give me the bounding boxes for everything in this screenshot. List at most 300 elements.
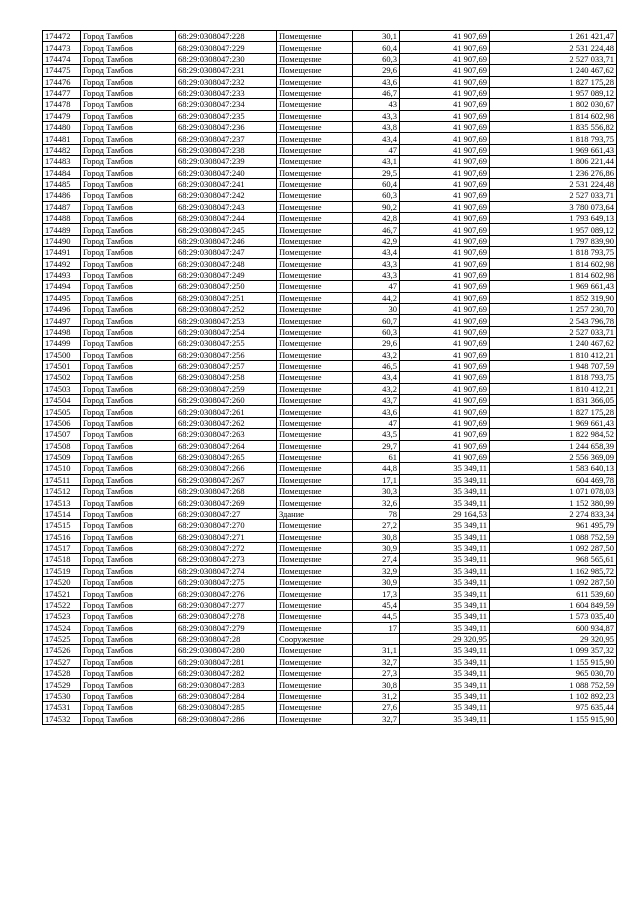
row-id-cell: 174526	[43, 645, 81, 656]
row-id-cell: 174511	[43, 474, 81, 485]
cadastral-value-cell: 1 969 661,43	[490, 417, 617, 428]
city-cell: Город Тамбов	[81, 224, 176, 235]
unit-price-cell: 35 349,11	[400, 588, 490, 599]
unit-price-cell: 35 349,11	[400, 531, 490, 542]
area-cell	[353, 633, 400, 644]
cadastral-number-cell: 68:29:0308047:273	[176, 554, 277, 565]
city-cell: Город Тамбов	[81, 554, 176, 565]
table-row	[43, 497, 617, 508]
row-id-cell: 174482	[43, 144, 81, 155]
city-cell: Город Тамбов	[81, 679, 176, 690]
cadastral-value-cell: 1 814 602,98	[490, 110, 617, 121]
city-cell: Город Тамбов	[81, 122, 176, 133]
object-type-cell: Помещение	[277, 122, 353, 133]
object-type-cell: Помещение	[277, 474, 353, 485]
area-cell: 30,1	[353, 31, 400, 42]
area-cell: 31,1	[353, 645, 400, 656]
city-cell: Город Тамбов	[81, 406, 176, 417]
row-id-cell: 174527	[43, 656, 81, 667]
table-row	[43, 201, 617, 212]
row-id-cell: 174508	[43, 440, 81, 451]
object-type-cell: Помещение	[277, 258, 353, 269]
cadastral-value-cell: 1 071 078,03	[490, 486, 617, 497]
cadastral-value-cell: 1 240 467,62	[490, 338, 617, 349]
row-id-cell: 174529	[43, 679, 81, 690]
object-type-cell: Помещение	[277, 269, 353, 280]
unit-price-cell: 41 907,69	[400, 144, 490, 155]
cadastral-number-cell: 68:29:0308047:252	[176, 304, 277, 315]
city-cell: Город Тамбов	[81, 292, 176, 303]
row-id-cell: 174499	[43, 338, 81, 349]
area-cell: 44,8	[353, 463, 400, 474]
unit-price-cell: 41 907,69	[400, 224, 490, 235]
area-cell: 43,4	[353, 247, 400, 258]
row-id-cell: 174514	[43, 508, 81, 519]
table-row	[43, 451, 617, 462]
object-type-cell: Помещение	[277, 565, 353, 576]
cadastral-number-cell: 68:29:0308047:250	[176, 281, 277, 292]
row-id-cell: 174496	[43, 304, 81, 315]
cadastral-value-cell: 1 099 357,32	[490, 645, 617, 656]
city-cell: Город Тамбов	[81, 235, 176, 246]
cadastral-number-cell: 68:29:0308047:265	[176, 451, 277, 462]
cadastral-number-cell: 68:29:0308047:228	[176, 31, 277, 42]
unit-price-cell: 41 907,69	[400, 326, 490, 337]
unit-price-cell: 41 907,69	[400, 76, 490, 87]
table-row	[43, 53, 617, 64]
table-row	[43, 292, 617, 303]
table-row	[43, 65, 617, 76]
cadastral-value-cell: 2 274 833,34	[490, 508, 617, 519]
cadastral-number-cell: 68:29:0308047:256	[176, 349, 277, 360]
table-row	[43, 42, 617, 53]
table-row	[43, 247, 617, 258]
area-cell: 42,9	[353, 235, 400, 246]
city-cell: Город Тамбов	[81, 508, 176, 519]
cadastral-value-cell: 1 818 793,75	[490, 372, 617, 383]
area-cell: 27,2	[353, 520, 400, 531]
city-cell: Город Тамбов	[81, 315, 176, 326]
object-type-cell: Помещение	[277, 190, 353, 201]
cadastral-value-cell: 2 543 796,78	[490, 315, 617, 326]
row-id-cell: 174488	[43, 213, 81, 224]
row-id-cell: 174519	[43, 565, 81, 576]
unit-price-cell: 29 320,95	[400, 633, 490, 644]
cadastral-number-cell: 68:29:0308047:248	[176, 258, 277, 269]
table-row	[43, 76, 617, 87]
object-type-cell: Помещение	[277, 702, 353, 713]
object-type-cell: Помещение	[277, 497, 353, 508]
object-type-cell: Помещение	[277, 235, 353, 246]
row-id-cell: 174491	[43, 247, 81, 258]
table-row	[43, 167, 617, 178]
cadastral-number-cell: 68:29:0308047:234	[176, 99, 277, 110]
area-cell: 47	[353, 281, 400, 292]
cadastral-value-cell: 1 957 089,12	[490, 224, 617, 235]
table-row	[43, 87, 617, 98]
cadastral-number-cell: 68:29:0308047:275	[176, 577, 277, 588]
cadastral-number-cell: 68:29:0308047:270	[176, 520, 277, 531]
row-id-cell: 174516	[43, 531, 81, 542]
unit-price-cell: 35 349,11	[400, 645, 490, 656]
cadastral-number-cell: 68:29:0308047:279	[176, 622, 277, 633]
object-type-cell: Помещение	[277, 247, 353, 258]
table-row	[43, 588, 617, 599]
unit-price-cell: 35 349,11	[400, 486, 490, 497]
unit-price-cell: 35 349,11	[400, 577, 490, 588]
cadastral-number-cell: 68:29:0308047:238	[176, 144, 277, 155]
row-id-cell: 174474	[43, 53, 81, 64]
cadastral-value-cell: 1 957 089,12	[490, 87, 617, 98]
row-id-cell: 174476	[43, 76, 81, 87]
property-table-body	[43, 31, 617, 725]
city-cell: Город Тамбов	[81, 713, 176, 724]
cadastral-value-cell: 1 088 752,59	[490, 531, 617, 542]
object-type-cell: Помещение	[277, 440, 353, 451]
object-type-cell: Помещение	[277, 99, 353, 110]
area-cell: 43,6	[353, 76, 400, 87]
unit-price-cell: 41 907,69	[400, 258, 490, 269]
table-row	[43, 360, 617, 371]
table-row	[43, 463, 617, 474]
area-cell: 30	[353, 304, 400, 315]
cadastral-number-cell: 68:29:0308047:28	[176, 633, 277, 644]
object-type-cell: Сооружение	[277, 633, 353, 644]
object-type-cell: Помещение	[277, 588, 353, 599]
unit-price-cell: 41 907,69	[400, 406, 490, 417]
row-id-cell: 174487	[43, 201, 81, 212]
area-cell: 78	[353, 508, 400, 519]
row-id-cell: 174531	[43, 702, 81, 713]
object-type-cell: Помещение	[277, 451, 353, 462]
city-cell: Город Тамбов	[81, 429, 176, 440]
cadastral-value-cell: 1 236 276,86	[490, 167, 617, 178]
cadastral-value-cell: 1 806 221,44	[490, 156, 617, 167]
cadastral-number-cell: 68:29:0308047:246	[176, 235, 277, 246]
city-cell: Город Тамбов	[81, 360, 176, 371]
object-type-cell: Помещение	[277, 599, 353, 610]
row-id-cell: 174525	[43, 633, 81, 644]
area-cell: 43,2	[353, 383, 400, 394]
row-id-cell: 174492	[43, 258, 81, 269]
cadastral-number-cell: 68:29:0308047:239	[176, 156, 277, 167]
cadastral-value-cell: 1 822 984,52	[490, 429, 617, 440]
table-row	[43, 224, 617, 235]
city-cell: Город Тамбов	[81, 258, 176, 269]
unit-price-cell: 41 907,69	[400, 451, 490, 462]
unit-price-cell: 41 907,69	[400, 167, 490, 178]
cadastral-value-cell: 2 531 224,48	[490, 178, 617, 189]
city-cell: Город Тамбов	[81, 349, 176, 360]
area-cell: 27,4	[353, 554, 400, 565]
area-cell: 43,6	[353, 406, 400, 417]
unit-price-cell: 35 349,11	[400, 656, 490, 667]
cadastral-value-cell: 1 802 030,67	[490, 99, 617, 110]
table-row	[43, 156, 617, 167]
object-type-cell: Помещение	[277, 656, 353, 667]
cadastral-number-cell: 68:29:0308047:276	[176, 588, 277, 599]
row-id-cell: 174475	[43, 65, 81, 76]
table-row	[43, 611, 617, 622]
table-row	[43, 326, 617, 337]
cadastral-number-cell: 68:29:0308047:286	[176, 713, 277, 724]
city-cell: Город Тамбов	[81, 133, 176, 144]
unit-price-cell: 35 349,11	[400, 713, 490, 724]
row-id-cell: 174513	[43, 497, 81, 508]
object-type-cell: Помещение	[277, 531, 353, 542]
row-id-cell: 174486	[43, 190, 81, 201]
object-type-cell: Помещение	[277, 292, 353, 303]
cadastral-value-cell: 2 531 224,48	[490, 42, 617, 53]
city-cell: Город Тамбов	[81, 99, 176, 110]
area-cell: 17,3	[353, 588, 400, 599]
table-row	[43, 679, 617, 690]
cadastral-number-cell: 68:29:0308047:277	[176, 599, 277, 610]
city-cell: Город Тамбов	[81, 531, 176, 542]
row-id-cell: 174528	[43, 668, 81, 679]
city-cell: Город Тамбов	[81, 633, 176, 644]
area-cell: 43,3	[353, 258, 400, 269]
cadastral-number-cell: 68:29:0308047:240	[176, 167, 277, 178]
unit-price-cell: 41 907,69	[400, 133, 490, 144]
cadastral-value-cell: 1 155 915,90	[490, 656, 617, 667]
cadastral-number-cell: 68:29:0308047:282	[176, 668, 277, 679]
city-cell: Город Тамбов	[81, 53, 176, 64]
city-cell: Город Тамбов	[81, 440, 176, 451]
table-row	[43, 508, 617, 519]
table-row	[43, 599, 617, 610]
cadastral-number-cell: 68:29:0308047:264	[176, 440, 277, 451]
city-cell: Город Тамбов	[81, 622, 176, 633]
unit-price-cell: 35 349,11	[400, 679, 490, 690]
city-cell: Город Тамбов	[81, 599, 176, 610]
object-type-cell: Помещение	[277, 406, 353, 417]
cadastral-value-cell: 1 583 640,13	[490, 463, 617, 474]
table-row	[43, 31, 617, 42]
object-type-cell: Помещение	[277, 690, 353, 701]
table-row	[43, 417, 617, 428]
object-type-cell: Помещение	[277, 65, 353, 76]
object-type-cell: Помещение	[277, 178, 353, 189]
row-id-cell: 174507	[43, 429, 81, 440]
area-cell: 30,8	[353, 679, 400, 690]
cadastral-number-cell: 68:29:0308047:237	[176, 133, 277, 144]
object-type-cell: Помещение	[277, 110, 353, 121]
cadastral-number-cell: 68:29:0308047:229	[176, 42, 277, 53]
table-row	[43, 474, 617, 485]
table-row	[43, 383, 617, 394]
area-cell: 29,5	[353, 167, 400, 178]
area-cell: 44,5	[353, 611, 400, 622]
area-cell: 27,3	[353, 668, 400, 679]
object-type-cell: Помещение	[277, 87, 353, 98]
table-row	[43, 338, 617, 349]
unit-price-cell: 41 907,69	[400, 315, 490, 326]
unit-price-cell: 41 907,69	[400, 292, 490, 303]
city-cell: Город Тамбов	[81, 156, 176, 167]
cadastral-value-cell: 2 527 033,71	[490, 326, 617, 337]
area-cell: 46,7	[353, 87, 400, 98]
area-cell: 30,9	[353, 577, 400, 588]
cadastral-value-cell: 1 948 707,59	[490, 360, 617, 371]
area-cell: 32,9	[353, 565, 400, 576]
cadastral-value-cell: 1 261 421,47	[490, 31, 617, 42]
unit-price-cell: 35 349,11	[400, 554, 490, 565]
unit-price-cell: 35 349,11	[400, 702, 490, 713]
object-type-cell: Помещение	[277, 417, 353, 428]
row-id-cell: 174497	[43, 315, 81, 326]
cadastral-value-cell: 1 827 175,28	[490, 76, 617, 87]
object-type-cell: Помещение	[277, 76, 353, 87]
row-id-cell: 174505	[43, 406, 81, 417]
cadastral-number-cell: 68:29:0308047:245	[176, 224, 277, 235]
object-type-cell: Помещение	[277, 156, 353, 167]
table-row	[43, 531, 617, 542]
object-type-cell: Помещение	[277, 668, 353, 679]
row-id-cell: 174473	[43, 42, 81, 53]
area-cell: 27,6	[353, 702, 400, 713]
object-type-cell: Помещение	[277, 349, 353, 360]
unit-price-cell: 41 907,69	[400, 360, 490, 371]
table-row	[43, 486, 617, 497]
row-id-cell: 174480	[43, 122, 81, 133]
object-type-cell: Помещение	[277, 383, 353, 394]
unit-price-cell: 41 907,69	[400, 122, 490, 133]
cadastral-number-cell: 68:29:0308047:27	[176, 508, 277, 519]
cadastral-number-cell: 68:29:0308047:233	[176, 87, 277, 98]
area-cell: 43,4	[353, 372, 400, 383]
row-id-cell: 174512	[43, 486, 81, 497]
cadastral-value-cell: 1 852 319,90	[490, 292, 617, 303]
area-cell: 29,6	[353, 338, 400, 349]
city-cell: Город Тамбов	[81, 338, 176, 349]
area-cell: 43,4	[353, 133, 400, 144]
table-row	[43, 645, 617, 656]
cadastral-value-cell: 1 797 839,90	[490, 235, 617, 246]
cadastral-value-cell: 1 814 602,98	[490, 258, 617, 269]
row-id-cell: 174490	[43, 235, 81, 246]
unit-price-cell: 41 907,69	[400, 65, 490, 76]
cadastral-value-cell: 1 092 287,50	[490, 577, 617, 588]
table-row	[43, 304, 617, 315]
unit-price-cell: 41 907,69	[400, 395, 490, 406]
table-row	[43, 110, 617, 121]
unit-price-cell: 41 907,69	[400, 372, 490, 383]
unit-price-cell: 41 907,69	[400, 304, 490, 315]
cadastral-number-cell: 68:29:0308047:274	[176, 565, 277, 576]
area-cell: 44,2	[353, 292, 400, 303]
object-type-cell: Помещение	[277, 144, 353, 155]
cadastral-number-cell: 68:29:0308047:251	[176, 292, 277, 303]
cadastral-value-cell: 1 835 556,82	[490, 122, 617, 133]
unit-price-cell: 41 907,69	[400, 247, 490, 258]
cadastral-number-cell: 68:29:0308047:236	[176, 122, 277, 133]
cadastral-number-cell: 68:29:0308047:232	[176, 76, 277, 87]
cadastral-number-cell: 68:29:0308047:262	[176, 417, 277, 428]
cadastral-value-cell: 1 810 412,21	[490, 383, 617, 394]
cadastral-value-cell: 1 102 892,23	[490, 690, 617, 701]
area-cell: 47	[353, 417, 400, 428]
city-cell: Город Тамбов	[81, 247, 176, 258]
cadastral-number-cell: 68:29:0308047:283	[176, 679, 277, 690]
unit-price-cell: 35 349,11	[400, 463, 490, 474]
table-row	[43, 633, 617, 644]
city-cell: Город Тамбов	[81, 281, 176, 292]
area-cell: 61	[353, 451, 400, 462]
row-id-cell: 174478	[43, 99, 81, 110]
row-id-cell: 174506	[43, 417, 81, 428]
area-cell: 47	[353, 144, 400, 155]
cadastral-number-cell: 68:29:0308047:253	[176, 315, 277, 326]
cadastral-number-cell: 68:29:0308047:272	[176, 542, 277, 553]
cadastral-value-cell: 1 088 752,59	[490, 679, 617, 690]
city-cell: Город Тамбов	[81, 269, 176, 280]
city-cell: Город Тамбов	[81, 588, 176, 599]
city-cell: Город Тамбов	[81, 395, 176, 406]
table-row	[43, 258, 617, 269]
cadastral-number-cell: 68:29:0308047:285	[176, 702, 277, 713]
table-row	[43, 577, 617, 588]
city-cell: Город Тамбов	[81, 326, 176, 337]
cadastral-number-cell: 68:29:0308047:243	[176, 201, 277, 212]
city-cell: Город Тамбов	[81, 486, 176, 497]
unit-price-cell: 35 349,11	[400, 622, 490, 633]
row-id-cell: 174479	[43, 110, 81, 121]
city-cell: Город Тамбов	[81, 668, 176, 679]
table-row	[43, 429, 617, 440]
cadastral-number-cell: 68:29:0308047:269	[176, 497, 277, 508]
area-cell: 31,2	[353, 690, 400, 701]
object-type-cell: Помещение	[277, 577, 353, 588]
area-cell: 60,7	[353, 315, 400, 326]
object-type-cell: Помещение	[277, 486, 353, 497]
city-cell: Город Тамбов	[81, 497, 176, 508]
cadastral-value-cell: 29 320,95	[490, 633, 617, 644]
row-id-cell: 174523	[43, 611, 81, 622]
unit-price-cell: 41 907,69	[400, 156, 490, 167]
cadastral-number-cell: 68:29:0308047:284	[176, 690, 277, 701]
city-cell: Город Тамбов	[81, 65, 176, 76]
object-type-cell: Помещение	[277, 281, 353, 292]
area-cell: 17	[353, 622, 400, 633]
row-id-cell: 174494	[43, 281, 81, 292]
unit-price-cell: 41 907,69	[400, 429, 490, 440]
city-cell: Город Тамбов	[81, 42, 176, 53]
cadastral-number-cell: 68:29:0308047:247	[176, 247, 277, 258]
unit-price-cell: 41 907,69	[400, 31, 490, 42]
row-id-cell: 174518	[43, 554, 81, 565]
cadastral-number-cell: 68:29:0308047:230	[176, 53, 277, 64]
cadastral-value-cell: 3 780 073,64	[490, 201, 617, 212]
unit-price-cell: 35 349,11	[400, 565, 490, 576]
unit-price-cell: 41 907,69	[400, 349, 490, 360]
row-id-cell: 174515	[43, 520, 81, 531]
area-cell: 42,8	[353, 213, 400, 224]
cadastral-number-cell: 68:29:0308047:255	[176, 338, 277, 349]
area-cell: 60,3	[353, 53, 400, 64]
table-row	[43, 395, 617, 406]
cadastral-value-cell: 1 831 366,05	[490, 395, 617, 406]
unit-price-cell: 35 349,11	[400, 497, 490, 508]
cadastral-value-cell: 2 527 033,71	[490, 190, 617, 201]
cadastral-value-cell: 961 495,79	[490, 520, 617, 531]
unit-price-cell: 41 907,69	[400, 417, 490, 428]
city-cell: Город Тамбов	[81, 201, 176, 212]
object-type-cell: Помещение	[277, 201, 353, 212]
city-cell: Город Тамбов	[81, 383, 176, 394]
row-id-cell: 174510	[43, 463, 81, 474]
row-id-cell: 174500	[43, 349, 81, 360]
